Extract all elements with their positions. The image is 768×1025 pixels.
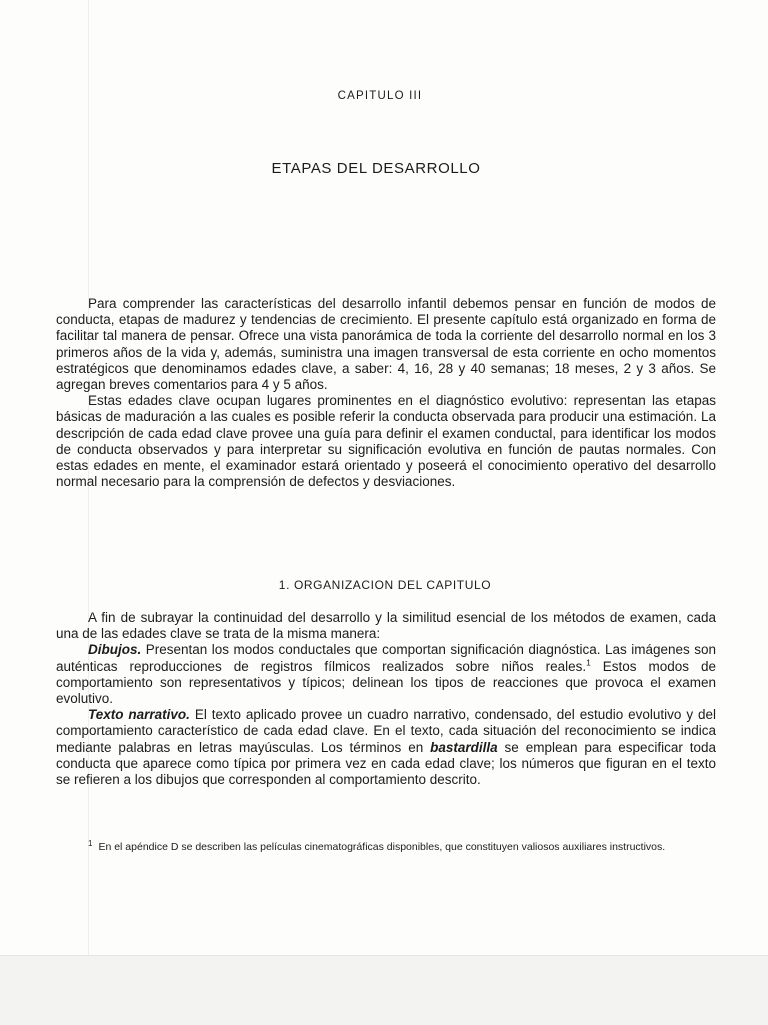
intro-paragraph-2: Estas edades clave ocupan lugares prominentes en el diagnóstico evolutivo: representan las etapas básicas de maduración a las cuales es posible referir la conducta observada para producir una estimación. La descripción de cada edad clave provee una guía para definir el examen conductal, para identificar los modos de conducta observados y para interpretar su significación evolutiva en función de pautas normales. Con estas edades en mente, el examinador estará orientado y poseerá el conocimiento operativo del desarrollo normal necesario para la comprensión de defectos y desviaciones. bbox=[56, 393, 716, 490]
chapter-label: CAPITULO III bbox=[337, 90, 423, 102]
texto-narrativo-paragraph bbox=[56, 707, 716, 788]
dibujos-paragraph bbox=[56, 642, 716, 707]
section-heading: 1. ORGANIZACION DEL CAPITULO bbox=[278, 578, 492, 592]
footnote bbox=[56, 840, 716, 855]
footnote-text: En el apéndice D se describen las películas cinematográficas disponibles, que constituyen valiosos auxiliares instructivos. bbox=[98, 841, 666, 853]
section-1-body bbox=[56, 610, 716, 788]
dibujos-text-b: Estos modos de comportamiento son representativos y típicos; delinean los tipos de reacciones que provoca el examen evolutivo. bbox=[56, 658, 717, 707]
chapter-title: ETAPAS DEL DESARROLLO bbox=[271, 160, 481, 177]
footnote-reference: 1 bbox=[586, 657, 591, 668]
texto-narrativo-term: Texto narrativo. bbox=[88, 707, 190, 723]
footnote-paragraph bbox=[56, 840, 716, 855]
texto-text-b: se emplean para especificar toda conducta que aparece como típica por primera vez en cada edad clave; los números que figuran en el texto se refieren a los dibujos que corresponden al comportamiento descrito. bbox=[56, 739, 716, 788]
page-bottom-margin bbox=[0, 955, 768, 1025]
section-1-paragraph: A fin de subrayar la continuidad del desarrollo y la similitud esencial de los métodos de examen, cada una de las edades clave se trata de la misma manera: bbox=[56, 610, 716, 642]
dibujos-text-a: Presentan los modos conductales que comportan significación diagnóstica. Las imágenes son auténticas reproducciones de registros fílmicos realizados sobre niños reales. bbox=[56, 642, 716, 674]
footnote-mark: 1 bbox=[88, 838, 93, 848]
intro-paragraph-1: Para comprender las características del desarrollo infantil debemos pensar en función de modos de conducta, etapas de madurez y tendencias de crecimiento. El presente capítulo está organizado en forma de facilitar tal manera de pensar. Ofrece una vista panorámica de toda la corriente del desarrollo normal en los 3 primeros años de la vida y, además, suministra una imagen transversal de esta corriente en ocho momentos estratégicos que denominamos edades clave, a saber: 4, 16, 28 y 40 semanas; 18 meses, 2 y 3 años. Se agregan breves comentarios para 4 y 5 años. bbox=[56, 296, 716, 393]
intro-section bbox=[56, 296, 716, 490]
bastardilla-term: bastardilla bbox=[430, 739, 498, 755]
dibujos-term: Dibujos. bbox=[88, 642, 142, 658]
texto-text-a: El texto aplicado provee un cuadro narrativo, condensado, del estudio evolutivo y del comportamiento característico de cada edad clave. En el texto, cada situación del reconocimiento se indica mediante palabras en letras mayúsculas. Los términos en bbox=[56, 707, 717, 755]
